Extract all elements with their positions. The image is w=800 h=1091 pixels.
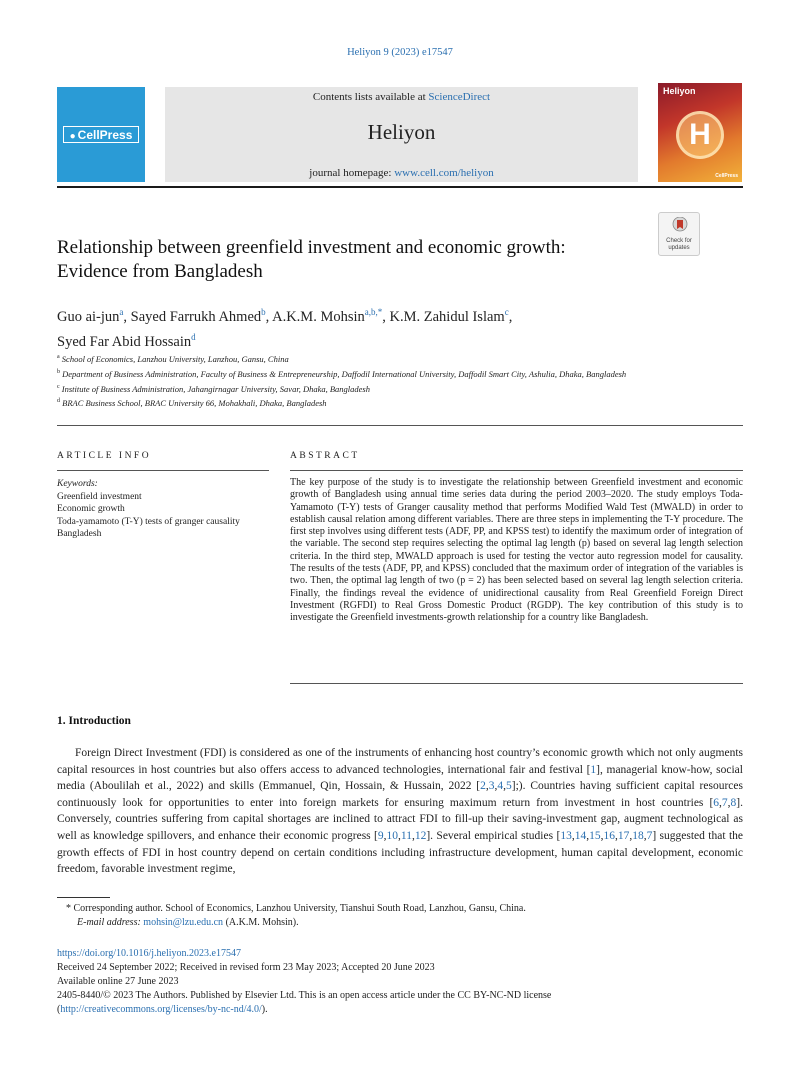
email-label: E-mail address:	[77, 917, 141, 928]
citation-link[interactable]: 12	[414, 829, 427, 842]
author-affiliation-marker[interactable]: d	[191, 331, 196, 342]
author-affiliation-marker[interactable]: c	[504, 307, 509, 317]
keyword-item: Economic growth	[57, 504, 125, 514]
affiliation-text: School of Economics, Lanzhou University, Lanzhou, Gansu, China	[61, 353, 289, 364]
journal-title: Heliyon	[367, 120, 436, 144]
contents-prefix: Contents lists available at	[312, 91, 429, 103]
introduction-heading: 1. Introduction	[57, 715, 131, 727]
corresponding-author-note	[66, 902, 746, 916]
check-for-updates-button[interactable]	[658, 212, 700, 256]
affiliation-item	[57, 366, 657, 381]
affiliation-text: Department of Business Administration, Faculty of Business & Entrepreneurship, Daffodil International University, Daffodil Smart City, Ashulia, Dhaka, Bangladesh	[62, 368, 627, 379]
cellpress-logo-text: CellPress	[77, 128, 133, 142]
check-for-updates-label: Check for updates	[666, 238, 692, 251]
citation-link[interactable]: 4	[497, 780, 504, 793]
author-affiliation-marker[interactable]: b	[261, 307, 266, 317]
contents-line	[165, 91, 638, 103]
footnote	[66, 902, 746, 930]
corresponding-author-text: Corresponding author. School of Economics, Lanzhou University, Tianshui South Road, Lanzhou, Gansu, China.	[73, 903, 526, 914]
citation-link[interactable]: 5	[506, 780, 512, 793]
introduction-text: ,	[411, 829, 415, 842]
available-online: Available online 27 June 2023	[57, 976, 179, 987]
email-line	[66, 916, 746, 930]
citation-link[interactable]: 7	[646, 829, 653, 842]
affiliation-marker: d	[57, 398, 60, 405]
email-suffix: (A.K.M. Mohsin).	[225, 917, 299, 928]
journal-banner	[165, 87, 638, 182]
email-link[interactable]: mohsin@lzu.edu.cn	[143, 917, 224, 928]
introduction-text: ,	[383, 829, 387, 842]
keyword-item: Greenfield investment	[57, 491, 142, 502]
received-dates: Received 24 September 2022; Received in revised form 23 May 2023; Accepted 20 June 2023	[57, 962, 435, 973]
footnote-divider	[57, 897, 110, 898]
affiliation-text: BRAC Business School, BRAC University 66, Mohakhali, Dhaka, Bangladesh	[62, 398, 327, 409]
introduction-text: ]. Several empirical studies [	[426, 829, 561, 842]
introduction-text: ,	[586, 829, 590, 842]
citation-link[interactable]: 9	[377, 829, 384, 842]
keywords-label: Keywords:	[57, 479, 98, 489]
affiliation-item	[57, 351, 657, 366]
bookmark-icon	[672, 217, 688, 235]
introduction-text: ], managerial know-how, social media (Aboulilah et al., 2022) and skills (Emmanuel, Qin, Hossain, & Hussain, 2022 [	[57, 763, 743, 793]
keyword-item: Toda-yamamoto (T-Y) tests of granger causality	[57, 516, 240, 527]
author-name: Syed Far Abid Hossain	[57, 333, 192, 350]
introduction-text: ,	[398, 829, 401, 842]
introduction-text: ,	[727, 796, 731, 809]
citation-link[interactable]: 10	[386, 829, 398, 842]
introduction-text: ] suggested that the growth effects of FDI in host country depend on certain conditions including infrastructure development, human capital development, economic freedom, favorable investment regime,	[57, 829, 743, 876]
journal-reference[interactable]: Heliyon 9 (2023) e17547	[347, 47, 453, 58]
article-info-divider	[57, 470, 269, 471]
license-paren-close: ).	[261, 1004, 268, 1015]
citation-link[interactable]: 14	[574, 829, 587, 842]
author-name: A.K.M. Mohsin	[272, 308, 365, 325]
abstract-bottom-divider	[290, 683, 743, 684]
introduction-text: ,	[719, 796, 722, 809]
abstract-heading: ABSTRACT	[290, 451, 360, 461]
abstract-text: The key purpose of the study is to investigate the relationship between Greenfield investment and economic growth of Bangladesh using annual time series data during the period 2003–2020. The study employs Toda-Yamamoto (T-Y) tests of Granger causality method that performs Modified Wald Test (MWALD) in order to establish causal relation among different variables. There are three steps in implementing the T-Y procedure. The first step involves using different tests (ADF, PP, and KPSS test) to identify the maximum order of integration of the variable. The second step requires selecting the optimal lag length (p) based on several lag length selection criteria. In the third step, MWALD approach is used for testing the vector auto regression model for causality. The results of the tests (ADF, PP, and KPSS) concluded that the maximum order of integration of the variables is two. Then, the optimal lag length of two (p = 2) has been selected based on several lag length selection criteria. Finally, the findings reveal the evidence of unidirectional causality from Real Greenfield Foreign Direct Investment (RGFDI) to Real Gross Domestic Product (RGDP). The key contribution of this study is to investigate the Greenfield investments-growth relationship for a country like Bangladesh.	[290, 477, 743, 624]
author-list: Guo ai-jun$^a$, Sayed Farrukh Ahmed$^b$, A.K.M. Mohsin$^{a,b,*}$, K.M. Zahidul Islam$^c$, Syed Far Abid Hossain$^d$	[57, 307, 513, 350]
footnote-marker: *	[66, 903, 71, 914]
license-paren-open: (	[57, 1004, 61, 1015]
citation-link[interactable]: 18	[632, 829, 644, 842]
affiliation-text: Institute of Business Administration, Jahangirnagar University, Savar, Dhaka, Bangladesh	[61, 383, 370, 394]
citation-link[interactable]: 16	[603, 829, 615, 842]
affiliation-item	[57, 395, 657, 410]
homepage-link[interactable]: www.cell.com/heliyon	[394, 167, 494, 179]
citation-link[interactable]: 17	[617, 829, 630, 842]
author-name: Guo ai-jun	[57, 308, 120, 325]
citation-link[interactable]: 15	[589, 829, 601, 842]
citation-link[interactable]: 6	[713, 796, 720, 809]
author-name: Sayed Farrukh Ahmed	[130, 308, 262, 325]
introduction-text: ];). Countries having sufficient capital resources continuously look for opportunities to enter into foreign markets for ensuring maximum return from investment in host countries [	[57, 780, 743, 809]
cover-h-mark: H	[689, 118, 711, 151]
introduction-paragraph	[57, 745, 743, 878]
affiliations	[57, 351, 657, 410]
paper-title: Relationship between greenfield investment and economic growth: Evidence from Bangladesh	[57, 237, 566, 282]
homepage-line	[165, 167, 638, 179]
introduction-text: ]. Conversely, countries suffering from capital shortages are inclined to attract FDI to fill-up their saving-investment gap, augment technological as well as knowledge spillovers, and enhance their economic progress [	[57, 796, 743, 842]
affiliation-marker: c	[57, 383, 60, 390]
cellpress-logo-badge	[63, 126, 139, 143]
keywords-block	[57, 478, 272, 541]
publication-info	[57, 947, 747, 1017]
abstract-divider	[290, 470, 743, 471]
cellpress-glyph-icon: ●	[69, 131, 76, 142]
affiliation-item	[57, 381, 657, 396]
article-info-heading: ARTICLE INFO	[57, 451, 152, 461]
citation-link[interactable]: 3	[488, 780, 495, 793]
introduction-text: ,	[571, 829, 575, 842]
header-divider	[57, 186, 743, 188]
citation-link[interactable]: 2	[480, 780, 486, 793]
affiliation-marker: a	[57, 354, 60, 360]
citation-link[interactable]: 1	[590, 763, 597, 776]
introduction-text: ,	[629, 829, 633, 842]
doi-link[interactable]: https://doi.org/10.1016/j.heliyon.2023.e17547	[57, 948, 241, 959]
cellpress-logo[interactable]	[57, 87, 145, 182]
journal-cover-image[interactable]	[658, 83, 742, 182]
author-name: K.M. Zahidul Islam	[389, 308, 505, 325]
author-affiliation-marker[interactable]: a	[119, 307, 124, 317]
homepage-prefix: journal homepage:	[309, 167, 395, 179]
introduction-text: ,	[614, 829, 618, 842]
license-link[interactable]: http://creativecommons.org/licenses/by-nc-nd/4.0/	[60, 1004, 262, 1015]
introduction-text: ,	[503, 780, 507, 793]
keyword-item: Bangladesh	[57, 529, 102, 539]
introduction-text: ,	[485, 780, 489, 793]
affiliation-marker: b	[57, 368, 60, 375]
introduction-text: Foreign Direct Investment (FDI) is considered as one of the instruments of enhancing host country’s economic growth which not only augments capital resources in host countries but also offers access to advanced technologies, international fair and festival [	[57, 747, 743, 776]
section-divider	[57, 425, 743, 426]
citation-link[interactable]: 7	[721, 796, 728, 809]
cover-publisher: CellPress	[715, 173, 738, 179]
cover-title: Heliyon	[663, 86, 696, 96]
author-affiliation-marker[interactable]: a,b,*	[364, 307, 383, 317]
license-statement: 2405-8440/© 2023 The Authors. Published by Elsevier Ltd. This is an open access article under the CC BY-NC-ND license	[57, 990, 552, 1001]
citation-link[interactable]: 13	[560, 829, 572, 842]
license-text	[57, 989, 747, 1017]
introduction-text: ,	[600, 829, 604, 842]
introduction-text: ,	[643, 829, 647, 842]
sciencedirect-link[interactable]: ScienceDirect	[428, 91, 491, 103]
citation-link[interactable]: 11	[400, 829, 412, 842]
citation-link[interactable]: 8	[730, 796, 737, 809]
introduction-text: ,	[494, 780, 498, 793]
